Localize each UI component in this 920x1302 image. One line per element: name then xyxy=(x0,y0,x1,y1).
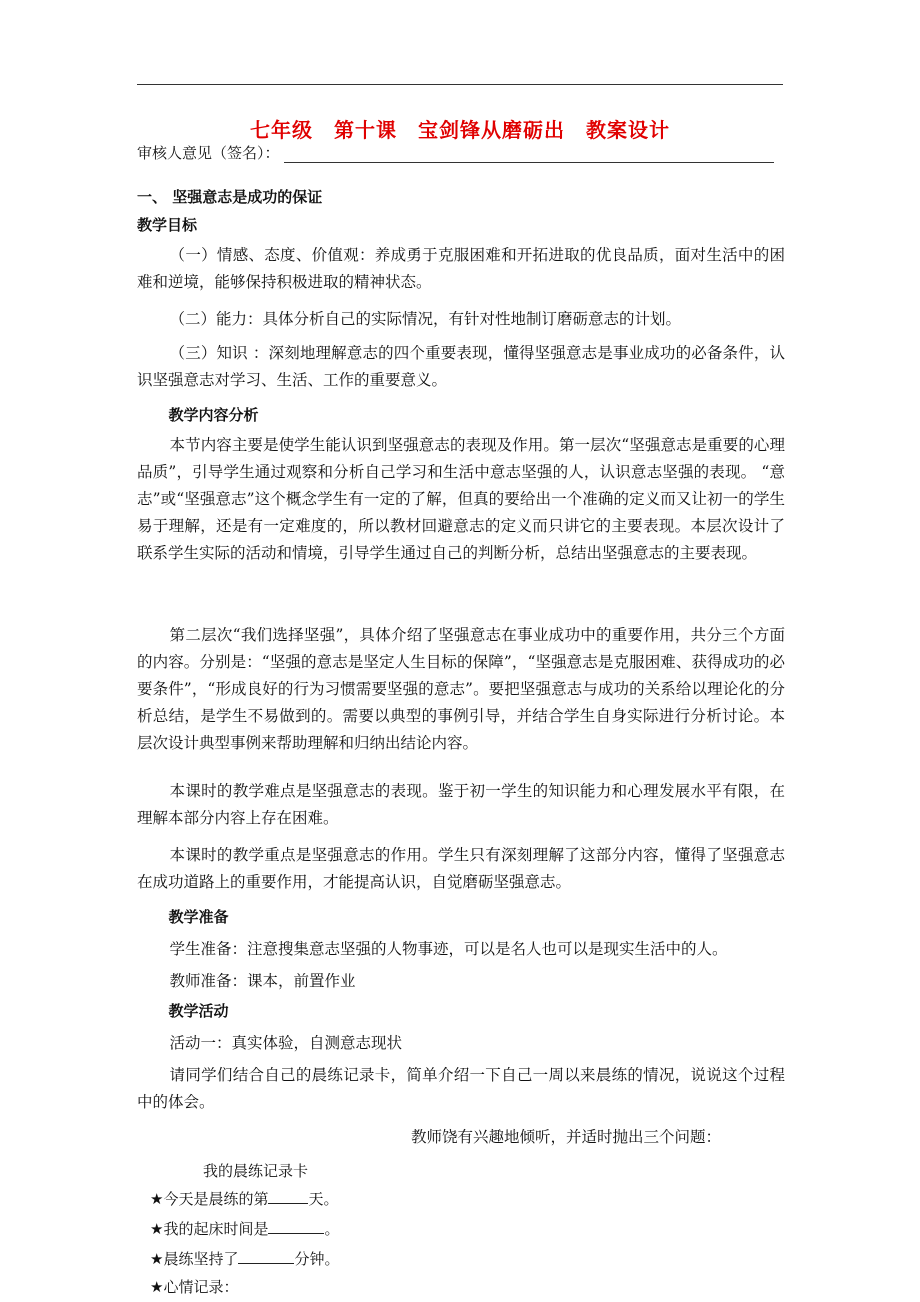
prep-teacher: 教师准备：课本，前置作业 xyxy=(169,972,356,990)
teacher-line: 教师饶有兴趣地倾听，并适时抛出三个问题： xyxy=(411,1128,722,1146)
goal-3: （三）知识 ：深刻地理解意志的四个重要表现，懂得坚强意志是事业成功的必备条件，认识坚强意志对学习、生活、工作的重要意义。 xyxy=(137,344,785,389)
card-item-wake-pre: ★我的起床时间是 xyxy=(150,1220,269,1238)
content-paragraph-3: 本课时的教学难点是坚强意志的表现。鉴于初一学生的知识能力和心理发展水平有限，在理解本部分内容上存在困难。 xyxy=(137,782,785,827)
card-item-day xyxy=(150,1188,338,1209)
card-item-day-post: 天。 xyxy=(308,1190,339,1208)
card-item-day-pre: ★今天是晨练的第 xyxy=(150,1190,269,1208)
card-item-wake-time xyxy=(150,1218,339,1239)
card-item-mood: ★心情记录： xyxy=(150,1278,239,1296)
signature-line xyxy=(284,146,774,163)
card-item-duration-pre: ★晨练坚持了 xyxy=(150,1250,239,1268)
goal-2: （二）能力：具体分析自己的实际情况，有针对性地制订磨砺意志的计划。 xyxy=(169,310,682,328)
content-paragraph-2: 第二层次“我们选择坚强”，具体介绍了坚强意志在事业成功中的重要作用，共分三个方面的内容。分别是：“坚强的意志是坚定人生目标的保障”，“坚强意志是克服困难、获得成功的必要条件”，“形成良好的行为习惯需要坚强的意志”。要把坚强意志与成功的关系给以理论化的分析总结，是学生不易做到的。需要以典型的事例引导，并结合学生自身实际进行分析讨论。本层次设计典型事例来帮助理解和归纳出结论内容。 xyxy=(137,626,785,752)
card-item-wake-post: 。 xyxy=(324,1220,340,1238)
content-paragraph-1: 本节内容主要是使学生能认识到坚强意志的表现及作用。第一层次“坚强意志是重要的心理品质”，引导学生通过观察和分析自己学习和生活中意志坚强的人，认识意志坚强的表现。 “意志”或“坚强意志”这个概念学生有一定的了解，但真的要给出一个准确的定义而又让初一的学生易于理解，还是有一定难度的，所以教材回避意志的定义而只讲它的主要表现。本层次设计了联系学生实际的活动和情境，引导学生通过自己的判断分析，总结出坚强意志的主要表现。 xyxy=(137,436,785,562)
section-heading: 一、 坚强意志是成功的保证 xyxy=(137,188,323,206)
activity-heading: 教学活动 xyxy=(168,1002,229,1020)
goals-heading: 教学目标 xyxy=(137,216,198,234)
card-blank-duration xyxy=(238,1249,294,1264)
card-item-duration-post: 分钟。 xyxy=(294,1250,340,1268)
top-rule xyxy=(137,84,783,85)
card-item-duration xyxy=(150,1248,339,1269)
reviewer-signature-row xyxy=(137,142,774,163)
activity-1: 活动一：真实体验，自测意志现状 xyxy=(169,1034,403,1052)
prep-heading: 教学准备 xyxy=(168,908,229,926)
content-heading: 教学内容分析 xyxy=(168,406,259,424)
reviewer-label: 审核人意见（签名）： xyxy=(137,144,280,162)
goal-1: （一）情感、态度、价值观：养成勇于克服困难和开拓进取的优良品质，面对生活中的困难和逆境，能够保持积极进取的精神状态。 xyxy=(137,246,785,291)
activity-1-description: 请同学们结合自己的晨练记录卡，简单介绍一下自己一周以来晨练的情况，说说这个过程中的体会。 xyxy=(137,1066,785,1111)
page-title: 七年级 第十课 宝剑锋从磨砺出 教案设计 xyxy=(250,118,670,142)
content-paragraph-4: 本课时的教学重点是坚强意志的作用。学生只有深刻理解了这部分内容，懂得了坚强意志在成功道路上的重要作用，才能提高认识，自觉磨砺坚强意志。 xyxy=(137,846,785,891)
card-title: 我的晨练记录卡 xyxy=(203,1162,309,1180)
prep-student: 学生准备：注意搜集意志坚强的人物事迹，可以是名人也可以是现实生活中的人。 xyxy=(169,940,728,958)
card-blank-day xyxy=(268,1189,308,1204)
card-blank-wake xyxy=(268,1219,324,1234)
